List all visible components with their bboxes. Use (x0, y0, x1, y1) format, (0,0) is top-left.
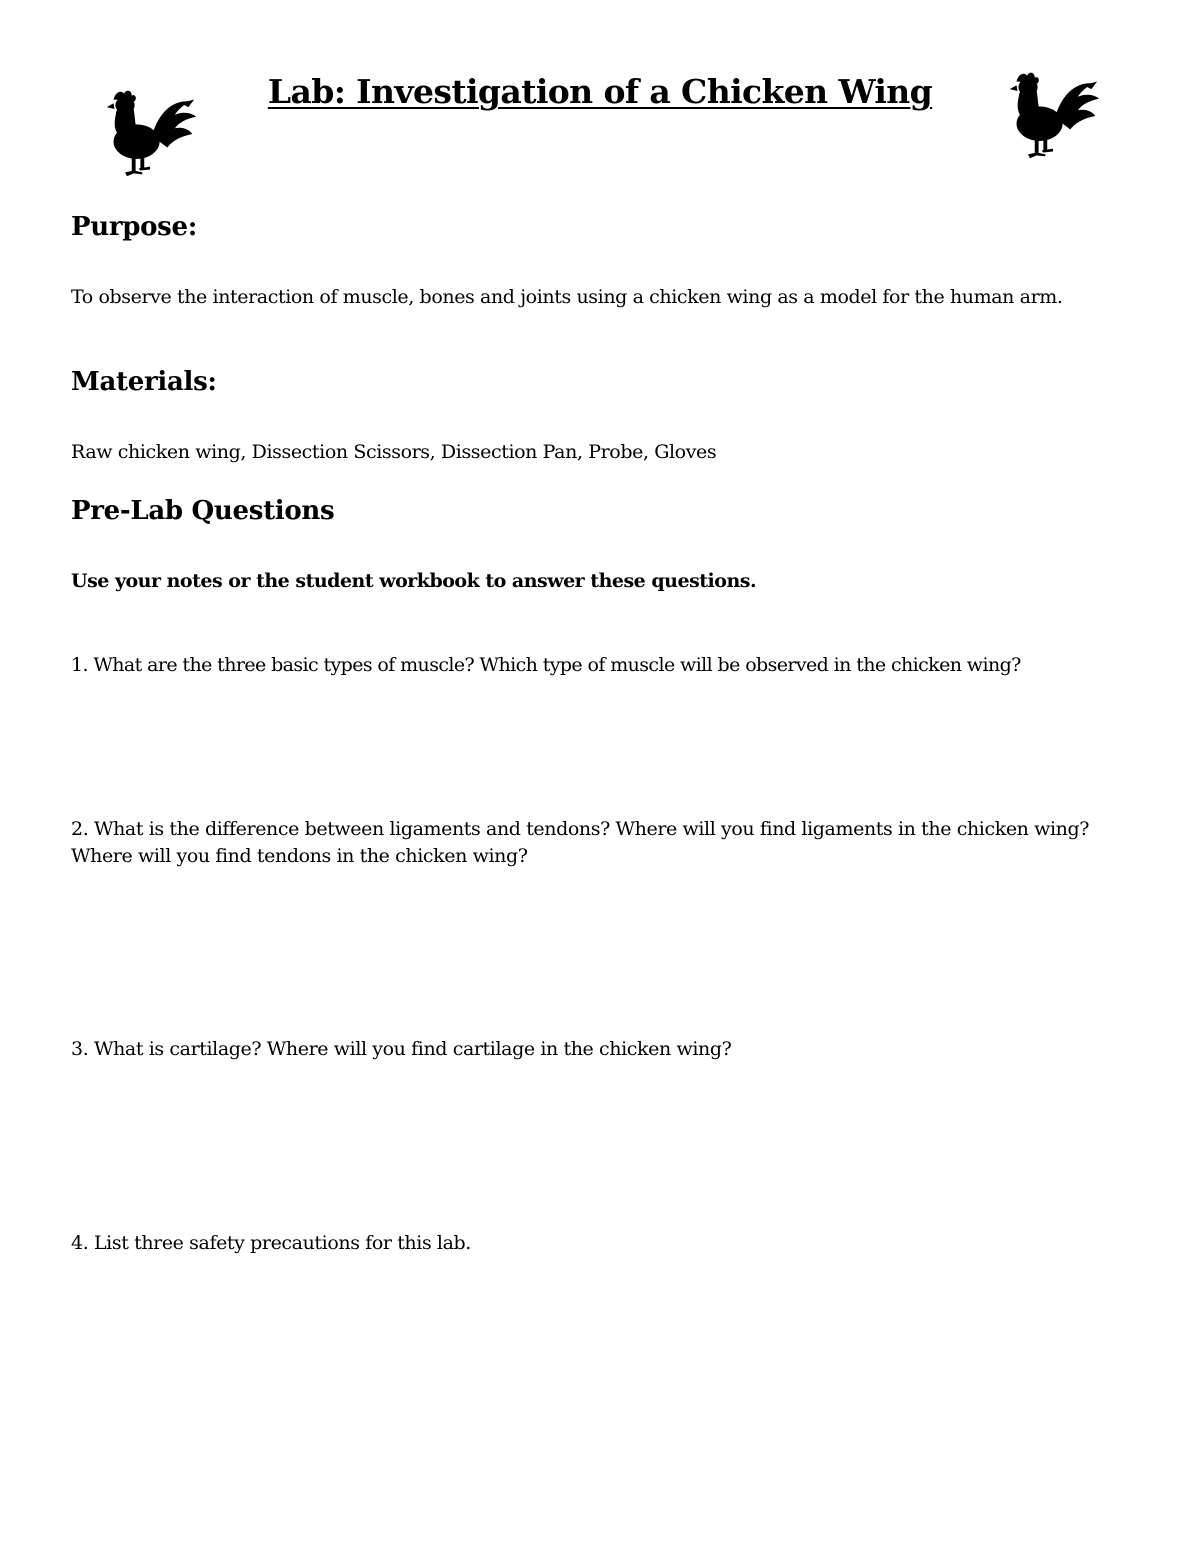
prelab-heading: Pre-Lab Questions (71, 496, 335, 526)
purpose-text: To observe the interaction of muscle, bones and joints using a chicken wing as a model for the human arm. (71, 286, 1063, 308)
purpose-heading: Purpose: (71, 212, 198, 242)
prelab-instructions: Use your notes or the student workbook to answer these questions. (71, 570, 757, 592)
page-title: Lab: Investigation of a Chicken Wing (267, 72, 933, 111)
question-3: 3. What is cartilage? Where will you find cartilage in the chicken wing? (71, 1038, 732, 1060)
question-2: 2. What is the difference between ligaments and tendons? Where will you find ligaments in the chicken wing? Where will you find tendons in the chicken wing? (71, 818, 1090, 867)
materials-heading: Materials: (71, 367, 217, 397)
question-4: 4. List three safety precautions for this lab. (71, 1232, 471, 1254)
question-1: 1. What are the three basic types of muscle? Which type of muscle will be observed in the chicken wing? (71, 654, 1021, 676)
materials-list: Raw chicken wing, Dissection Scissors, Dissection Pan, Probe, Gloves (71, 441, 717, 463)
